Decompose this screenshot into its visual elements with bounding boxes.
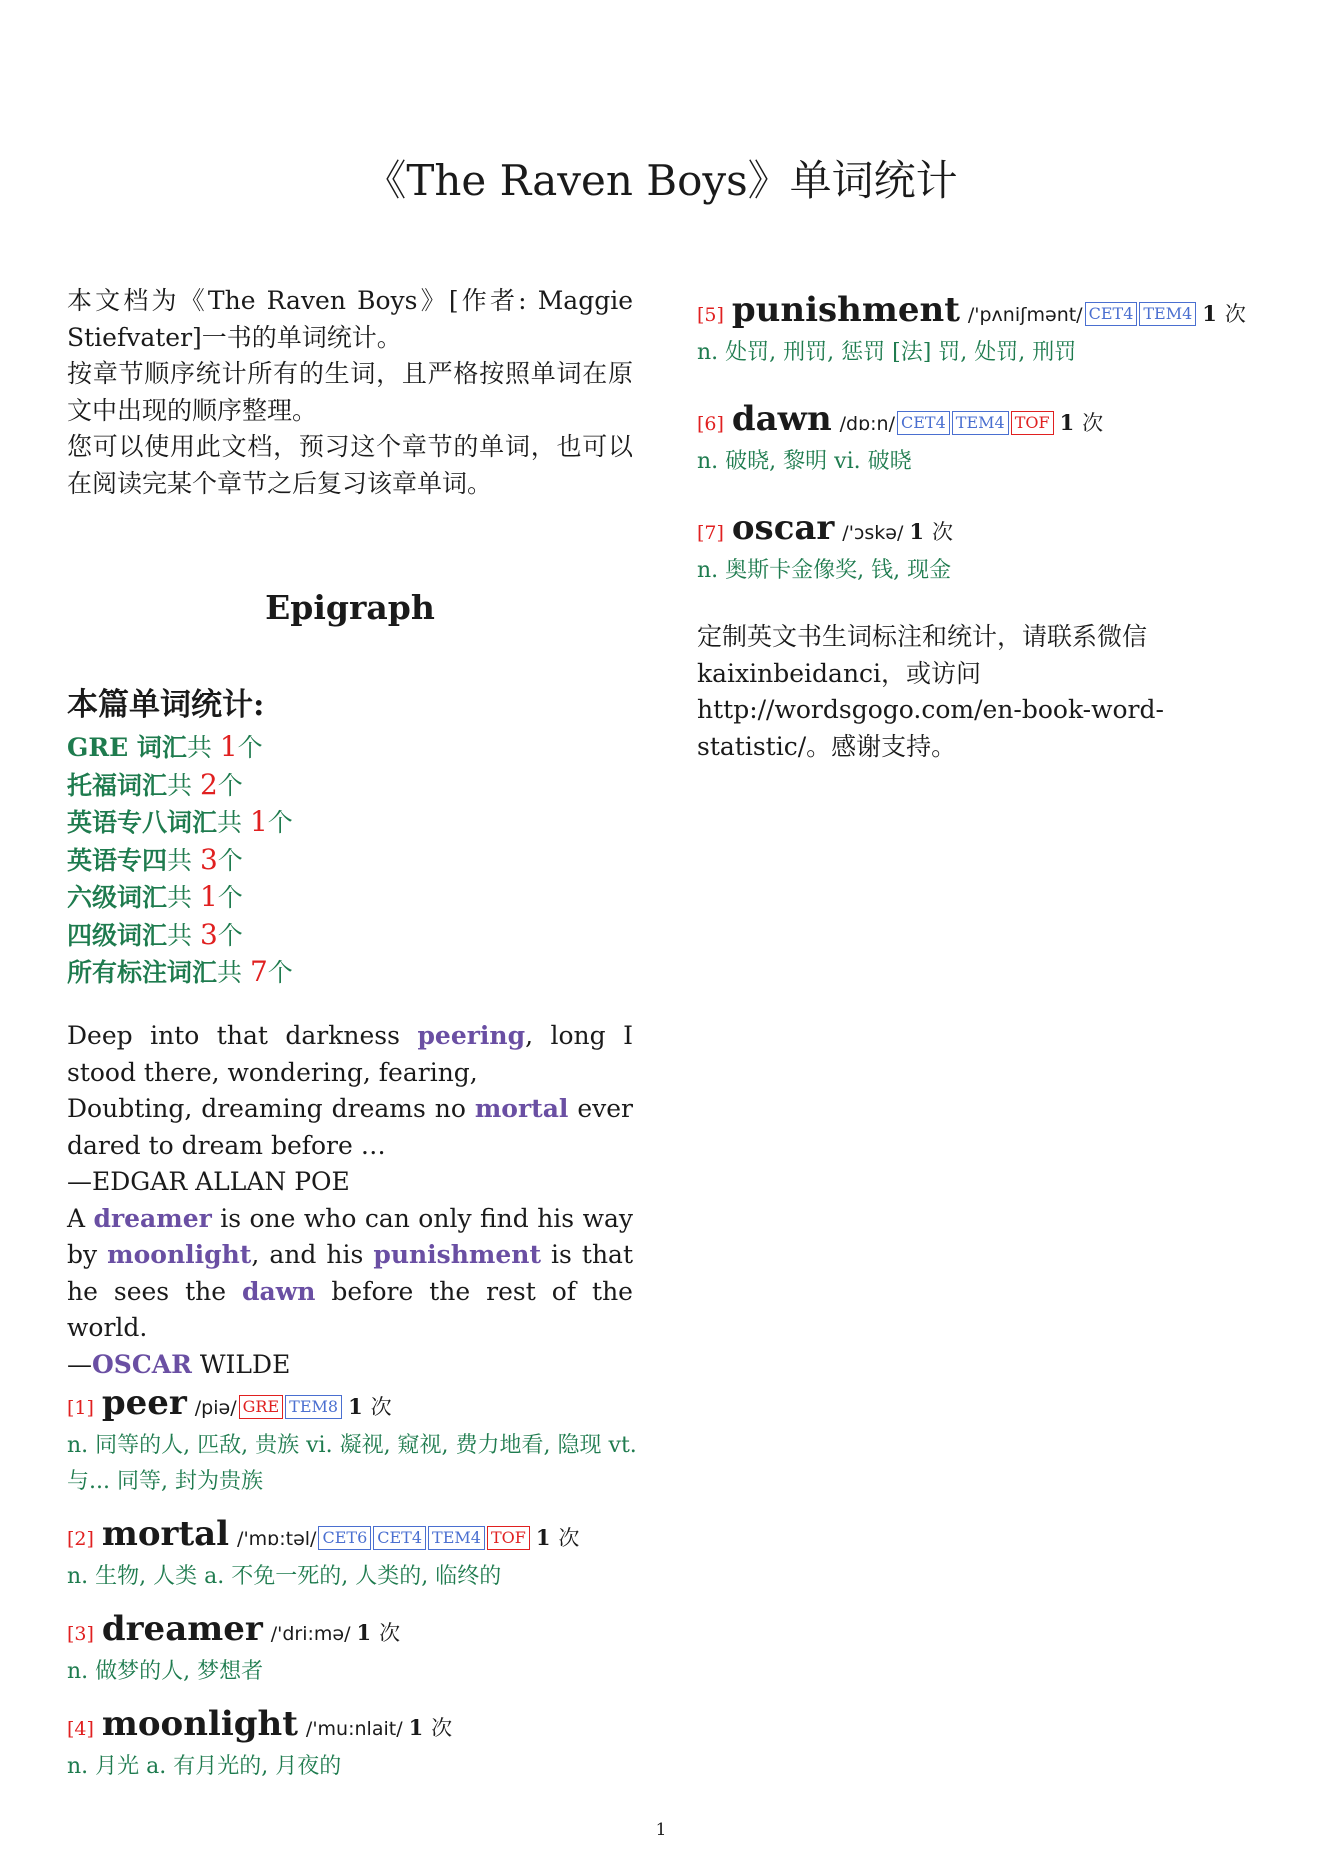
stat-unit: 个 [217,770,243,800]
text-run: Doubting, dreaming dreams no [67,1094,475,1123]
vocab-count: 1 [356,1620,372,1645]
excerpt-paragraph [67,1201,633,1347]
vocab-phonetic: /dɒ:n/ [839,413,895,435]
vocab-entry-head [67,1609,637,1654]
stat-unit: 个 [267,808,293,837]
highlighted-word: peering [417,1021,526,1050]
tag-cet4: CET4 [373,1526,426,1550]
vocab-list-left [67,1383,637,1785]
excerpt-paragraph [67,1091,633,1164]
count-unit: 次 [558,1526,580,1550]
stat-unit: 个 [267,958,293,987]
intro [67,283,633,502]
tag-cet6: CET6 [318,1526,371,1550]
stat-item [67,954,633,992]
vocab-entry [67,1609,637,1690]
stat-unit: 个 [217,920,243,950]
stat-pre: 共 [167,845,200,875]
text-run: is one who can only find his way by [67,1203,633,1269]
page-number: 1 [655,1820,667,1840]
vocab-entry [67,1514,637,1595]
vocab-phonetic: /'dri:mə/ [270,1623,351,1645]
vocab-word: mortal [101,1514,230,1554]
tag-tof: TOF [487,1526,530,1550]
vocab-count: 1 [1059,410,1075,435]
vocab-entry-head [67,1514,637,1559]
page-title: 《The Raven Boys》单词统计 [364,156,958,205]
vocab-index: [7] [697,522,724,544]
vocab-word: punishment [731,290,960,330]
vocab-index: [4] [67,1718,94,1740]
vocab-definition: n. 破晓, 黎明 vi. 破晓 [697,449,912,474]
text-run: Deep into that darkness [67,1021,418,1050]
epigraph-text [67,1018,633,1383]
highlighted-word: dawn [242,1276,316,1306]
stat-label: 英语专四 [67,845,168,875]
stat-pre: 共 [167,883,200,912]
stat-pre: 共 [167,920,200,950]
text-run: , and his [251,1240,374,1269]
stat-count: 2 [199,767,218,801]
word-stats [67,685,633,992]
tag-tof: TOF [1011,411,1054,435]
stat-pre: 共 [167,770,200,800]
stat-unit: 个 [237,733,263,762]
text-run: A [67,1203,94,1233]
stat-unit: 个 [217,845,243,875]
count-unit: 次 [431,1716,453,1740]
stat-pre: 共 [217,808,250,837]
tag-cet4: CET4 [897,411,950,435]
vocab-phonetic: /'mu:nlait/ [305,1718,403,1740]
vocab-entry [697,508,1267,589]
count-unit: 次 [931,520,953,544]
count-unit: 次 [1082,411,1104,435]
vocab-definition: n. 生物, 人类 a. 不免一死的, 人类的, 临终的 [67,1564,502,1589]
vocab-definition: n. 同等的人, 匹敌, 贵族 vi. 凝视, 窥视, 费力地看, 隐现 vt. 与... 同等, 封为贵族 [67,1433,637,1494]
stat-item [67,879,633,917]
text-run: WILDE [191,1349,291,1379]
stat-label: 所有标注词汇 [67,958,218,987]
intro-line: 本文档为《The Raven Boys》[作者: Maggie Stiefvater]一书的单词统计。 [67,286,633,352]
vocab-count: 1 [1202,301,1217,326]
stat-count: 7 [249,955,268,988]
excerpt-attribution [67,1347,633,1384]
vocab-phonetic: /'pʌniʃmənt/ [967,304,1083,326]
highlighted-word: punishment [373,1240,542,1269]
stat-count: 1 [219,730,238,763]
contact-note: 定制英文书生词标注和统计，请联系微信 kaixinbeidanci，或访问 http://wordsgogo.com/en-book-word-statistic/。感谢支持。 [697,622,1164,761]
vocab-index: [5] [697,304,724,326]
vocab-entry [697,290,1267,371]
stat-item [67,804,633,842]
tag-gre: GRE [239,1395,284,1419]
stat-item [67,917,633,955]
stat-pre: 共 [186,733,220,762]
tag-cet4: CET4 [1085,302,1138,326]
vocab-entry [697,399,1267,480]
excerpt-paragraph [67,1018,633,1091]
vocab-phonetic: /'ɔskə/ [842,522,904,544]
stat-pre: 共 [217,958,250,987]
stat-unit: 个 [217,883,243,912]
stat-count: 3 [199,842,218,876]
intro-line: 按章节顺序统计所有的生词，且严格按照单词在原文中出现的顺序整理。 [67,359,633,425]
stat-count: 3 [199,917,218,951]
stat-item [67,767,633,805]
text-run: — [67,1349,92,1379]
vocab-definition: n. 做梦的人, 梦想者 [67,1659,264,1684]
stat-count: 1 [249,805,268,838]
vocab-entry-head [697,508,1267,553]
stat-label: 四级词汇 [67,920,168,950]
vocab-count: 1 [909,519,924,544]
text-run: before the rest of the world. [67,1276,633,1342]
vocab-word: peer [101,1383,187,1423]
vocab-word: dreamer [101,1609,263,1649]
stat-item [67,729,633,767]
vocab-count: 1 [408,1715,424,1740]
vocab-word: oscar [731,508,835,548]
vocab-phonetic: /'mɒ:təl/ [237,1528,317,1550]
count-unit: 次 [370,1395,392,1419]
vocab-entry-head [697,290,1267,335]
tag-tem4: TEM4 [428,1526,485,1550]
highlighted-word: dreamer [93,1203,212,1233]
vocab-count: 1 [348,1394,363,1419]
vocab-entry [67,1383,637,1500]
highlighted-word: OSCAR [92,1349,192,1379]
vocab-entry-head [67,1383,637,1428]
vocab-entry-head [697,399,1267,444]
vocab-definition: n. 月光 a. 有月光的, 月夜的 [67,1754,342,1779]
stats-heading: 本篇单词统计: [67,687,265,723]
stat-label: GRE 词汇 [67,733,187,762]
count-unit: 次 [1224,302,1246,326]
stat-count: 1 [199,880,218,913]
tag-tem4: TEM4 [1139,302,1196,326]
vocab-word: moonlight [101,1704,298,1744]
vocab-word: dawn [731,399,832,439]
vocab-count: 1 [535,1525,551,1550]
vocab-index: [1] [67,1397,94,1419]
stat-item [67,842,633,880]
vocab-index: [2] [67,1528,94,1550]
text-run: , long I stood there, wondering, fearing, [67,1021,634,1087]
vocab-index: [3] [67,1623,94,1645]
vocab-definition: n. 处罚, 刑罚, 惩罚 [法] 罚, 处罚, 刑罚 [697,340,1077,365]
count-unit: 次 [379,1621,401,1645]
section-title: Epigraph [265,588,435,627]
tag-tem4: TEM4 [952,411,1009,435]
text-run: ever dared to dream before … [67,1094,633,1160]
vocab-index: [6] [697,413,724,435]
vocab-entry [67,1704,637,1785]
vocab-phonetic: /piə/ [194,1397,237,1419]
stat-label: 托福词汇 [67,770,168,800]
vocab-definition: n. 奥斯卡金像奖, 钱, 现金 [697,558,952,583]
intro-line: 您可以使用此文档，预习这个章节的单词，也可以在阅读完某个章节之后复习该章单词。 [67,432,633,498]
excerpt-attribution: —EDGAR ALLAN POE [67,1167,350,1196]
highlighted-word: mortal [474,1094,569,1123]
right-column [697,290,1267,765]
stat-label: 英语专八词汇 [67,808,218,837]
left-column [67,283,637,1779]
tag-tem8: TEM8 [285,1395,342,1419]
vocab-entry-head [67,1704,637,1749]
stat-label: 六级词汇 [67,883,168,912]
highlighted-word: moonlight [107,1240,252,1269]
text-run: is that he sees the [67,1240,633,1306]
